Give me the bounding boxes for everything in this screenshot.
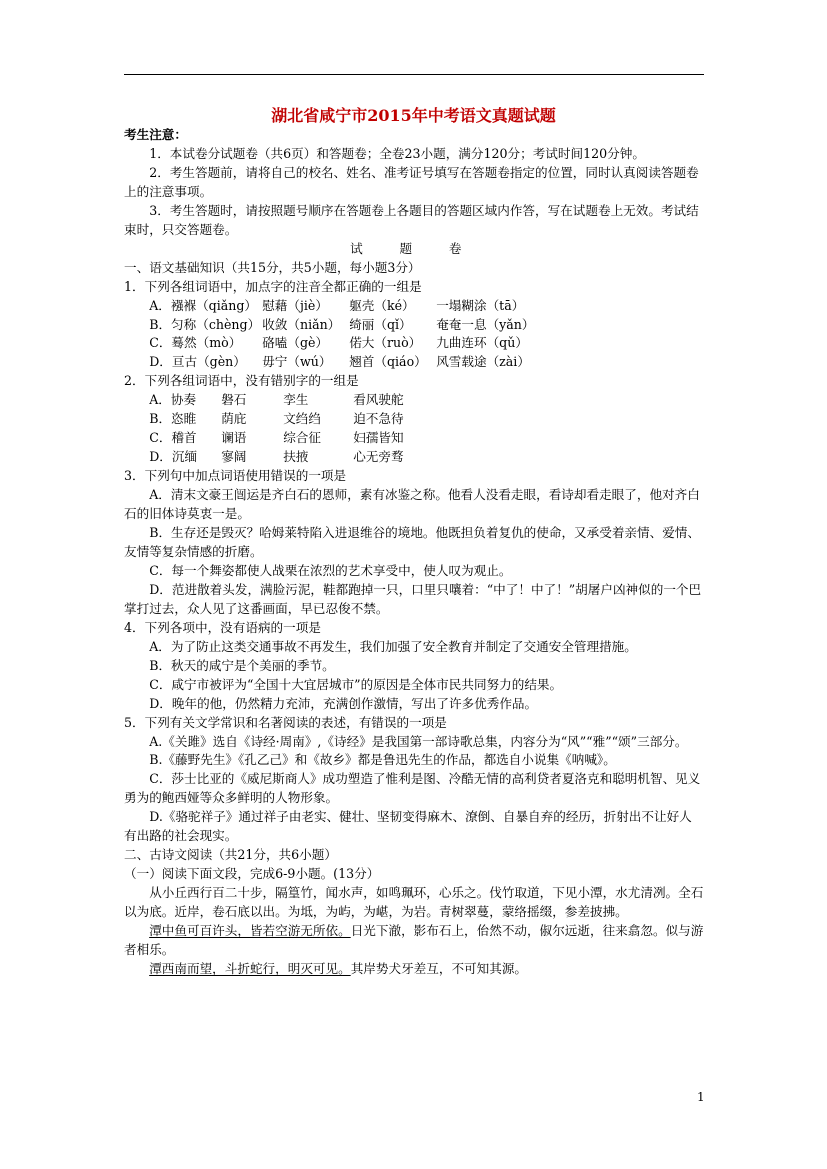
question-4-option: C．咸宁市被评为“全国十大宜居城市”的原因是全体市民共同努力的结果。 <box>149 676 563 692</box>
option-row <box>149 429 403 448</box>
option-cell: 磐石 <box>221 392 247 408</box>
option-cell: 偌大（ruò） <box>349 335 422 351</box>
option-cell: A．襁褓（qiǎng） <box>149 297 258 313</box>
part1-heading: 一、语文基础知识（共15分，共5小题，每小题3分） <box>124 259 421 275</box>
option-cell: 扶掖 <box>283 449 309 465</box>
option-cell: 心无旁骛 <box>353 449 404 465</box>
option-cell: 一塌糊涂（tā） <box>436 297 525 313</box>
option-cell: 绮丽（qǐ） <box>349 316 412 332</box>
question-4-stem: 4．下列各项中，没有语病的一项是 <box>124 619 321 635</box>
option-cell: C．稽首 <box>149 430 197 446</box>
page-title: 湖北省咸宁市2015年中考语文真题试题 <box>271 106 556 125</box>
option-cell: 硌嗑（gè） <box>262 335 329 351</box>
page-number: 1 <box>697 1090 705 1104</box>
question-5-option: B.《藤野先生》《孔乙己》和《故乡》都是鲁迅先生的作品，都选自小说集《呐喊》。 <box>149 752 616 768</box>
option-row <box>149 353 534 372</box>
passage-text: 其岸势犬牙差互，不可知其源。 <box>350 960 527 976</box>
question-5-option: D.《骆驼祥子》通过祥子由老实、健壮、坚韧变得麻木、潦倒、自暴自弃的经历，折射出不让好人有出路的社会现实。 <box>124 809 692 844</box>
option-cell: 毋宁（wú） <box>262 354 332 370</box>
passage-paragraph: 从小丘西行百二十步，隔篁竹，闻水声，如鸣珮环，心乐之。伐竹取道，下见小潭，水尤清冽。全石以为底。近岸，卷石底以出。为坻，为屿，为嵁，为岩。青树翠蔓，蒙络摇缀，参差披拂。 <box>124 885 704 920</box>
question-1-stem: 1．下列各组词语中，加点字的注音全都正确的一组是 <box>124 278 422 294</box>
question-5-stem: 5．下列有关文学常识和名著阅读的表述，有错误的一项是 <box>124 714 447 730</box>
passage-text: 日光下澈，影布石上，佁然不动，俶尔远逝，往来翕忽。似与游者相乐。 <box>124 923 704 957</box>
option-cell: A．协奏 <box>149 392 197 408</box>
notice-item: 2．考生答题前，请将自己的校名、姓名、准考证号填写在答题卷指定的位置，同时认真阅读答题卷上的注意事项。 <box>124 164 699 199</box>
document-body <box>124 126 704 979</box>
option-cell: 寥阔 <box>221 449 247 465</box>
part2-sub-heading: （一）阅读下面文段，完成6-9小题。(13分） <box>124 866 380 882</box>
option-cell: C．蓦然（mò） <box>149 335 242 351</box>
option-cell: 翘首（qiáo） <box>349 354 427 370</box>
option-cell: 收敛（niǎn） <box>262 316 341 332</box>
option-row <box>149 391 403 410</box>
part2-heading: 二、古诗文阅读（共21分，共6小题） <box>124 847 337 863</box>
option-cell: 谰语 <box>221 430 247 446</box>
question-4-option: B．秋天的咸宁是个美丽的季节。 <box>149 657 335 673</box>
question-4-option: A．为了防止这类交通事故不再发生，我们加强了安全教育并制定了交通安全管理措施。 <box>149 638 637 654</box>
option-cell: 慰藉（jiè） <box>262 297 328 313</box>
option-cell: 迫不急待 <box>353 411 404 427</box>
option-cell: 妇孺皆知 <box>353 430 404 446</box>
option-cell: 荫庇 <box>221 411 247 427</box>
option-cell: B．恣睢 <box>149 411 197 427</box>
question-2-options <box>149 391 403 467</box>
option-row <box>149 410 403 429</box>
option-cell: 风雪载途（zài） <box>436 354 530 370</box>
option-row <box>149 316 534 335</box>
option-cell: D．亘古（gèn） <box>149 354 246 370</box>
question-3-option: A．清末文豪王闿运是齐白石的恩师，素有冰鉴之称。他看人没看走眼，看诗却看走眼了，他对齐白石的旧体诗莫衷一是。 <box>124 487 700 522</box>
question-2-stem: 2．下列各组词语中，没有错别字的一组是 <box>124 373 359 389</box>
option-cell: 九曲连环（qǔ） <box>436 335 528 351</box>
question-5-option: A.《关雎》选自《诗经·周南》,《诗经》是我国第一部诗歌总集，内容分为“风”“雅”“颂”三部分。 <box>149 733 688 749</box>
question-3-stem: 3．下列句中加点词语使用错误的一项是 <box>124 468 347 484</box>
question-5-option: C．莎士比亚的《威尼斯商人》成功塑造了惟利是图、冷酷无情的高利贷者夏洛克和聪明机智、见义勇为的鲍西娅等众多鲜明的人物形象。 <box>124 771 701 806</box>
section-label: 试 题 卷 <box>350 240 478 256</box>
underlined-sentence: 潭中鱼可百许头，皆若空游无所依。 <box>149 923 351 939</box>
question-3-option: C．每一个舞姿都使人战栗在浓烈的艺术享受中，使人叹为观止。 <box>149 562 512 578</box>
option-cell: 躯壳（ké） <box>349 297 415 313</box>
question-1-options <box>149 297 534 373</box>
option-row <box>149 334 534 353</box>
option-row <box>149 297 534 316</box>
option-cell: D．沉缅 <box>149 449 198 465</box>
question-4-option: D．晚年的他，仍然精力充沛，充满创作激情，写出了许多优秀作品。 <box>149 695 538 711</box>
question-3-option: B．生存还是毁灭？哈姆莱特陷入进退维谷的境地。他既担负着复仇的使命，又承受着亲情、爱情、友情等复杂情感的折磨。 <box>124 525 700 559</box>
underlined-sentence: 潭西南而望，斗折蛇行，明灭可见。 <box>149 960 351 976</box>
notice-heading: 考生注意： <box>124 127 187 142</box>
option-cell: 文绉绉 <box>283 411 321 427</box>
option-row <box>149 448 403 467</box>
option-cell: 综合征 <box>283 430 321 446</box>
question-3-option: D．范进散着头发，满脸污泥，鞋都跑掉一只，口里只嚷着：“中了！中了！”胡屠户凶神似的一个巴掌打过去，众人见了这番画面，早已忍俊不禁。 <box>124 581 702 616</box>
passage-paragraph <box>124 922 704 960</box>
notice-item: 1．本试卷分试题卷（共6页）和答题卷；全卷23小题，满分120分；考试时间120分钟。 <box>149 145 645 161</box>
option-cell: 孪生 <box>283 392 309 408</box>
notice-item: 3．考生答题时，请按照题号顺序在答题卷上各题目的答题区域内作答，写在试题卷上无效。考试结束时，只交答题卷。 <box>124 202 699 237</box>
passage-paragraph <box>124 960 704 979</box>
header-rule <box>124 74 704 75</box>
option-cell: 奄奄一息（yǎn） <box>436 316 535 332</box>
option-cell: B．匀称（chèng） <box>149 316 261 332</box>
option-cell: 看风驶舵 <box>353 392 404 408</box>
